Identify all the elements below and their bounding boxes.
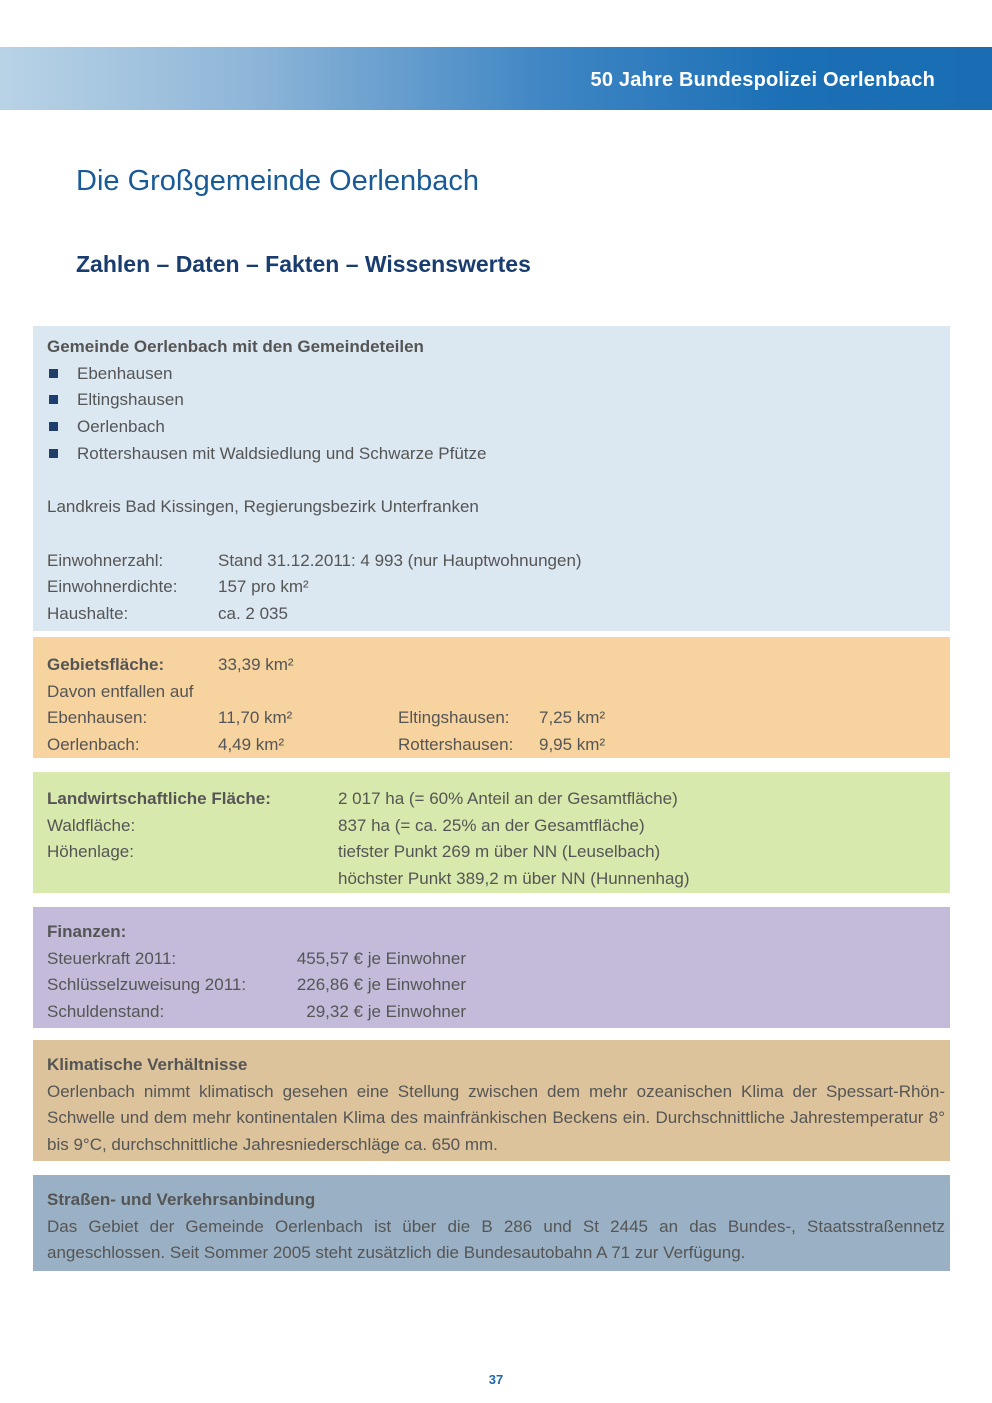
list-item [47,441,945,468]
stat-label: Einwohnerzahl: [47,550,164,570]
land-label [47,866,338,893]
finanzen-value: 455,57 € je Einwohner [296,948,466,968]
list-item [47,361,945,388]
klima-box [33,1040,950,1161]
area-label: Ebenhausen: [47,708,148,728]
area-value: 9,95 km² [539,735,606,755]
area-value: 4,49 km² [218,735,285,755]
flaeche-row [47,732,945,759]
verkehr-box [33,1175,950,1271]
finanzen-heading: Finanzen: [47,922,127,941]
flaeche-total-row [47,652,945,679]
verkehr-heading: Straßen- und Verkehrsanbindung [47,1190,316,1209]
page-subtitle: Zahlen – Daten – Fakten – Wissenswertes [76,251,531,277]
finanzen-label: Schuldenstand: [47,1002,165,1022]
land-row [47,786,945,813]
header-band [0,47,992,110]
land-label: Höhenlage: [47,842,134,862]
finanzen-row [47,972,945,999]
flaeche-box [33,637,950,758]
area-value: 7,25 km² [539,708,606,728]
verkehr-text: Das Gebiet der Gemeinde Oerlenbach ist über die B 286 und St 2445 an das Bundes-, Staatsstraßennetz angeschlossen. Seit Sommer 2005 steht zusätzlich die Bundesautobahn A 71 zur Verfügung. [47,1216,945,1263]
klima-text: Oerlenbach nimmt klimatisch gesehen eine Stellung zwischen dem mehr ozeanischen Klima der Spessart-Rhön-Schwelle und dem mehr kontinentalen Klima des mainfränkischen Beckens ein. Durchschnittliche Jahrestemperatur 8° bis 9°C, durchschnittliche Jahresniederschläge ca. 650 mm. [47,1081,945,1155]
square-bullet-icon [49,449,58,458]
land-box [33,772,950,893]
page-title: Die Großgemeinde Oerlenbach [76,165,479,197]
land-row [47,839,945,866]
gemeinde-box [33,326,950,631]
header-title: 50 Jahre Bundespolizei Oerlenbach [590,69,935,91]
stat-value: Stand 31.12.2011: 4 993 (nur Hauptwohnungen) [218,550,582,570]
list-item-label: Oerlenbach [77,417,165,437]
finanzen-box [33,907,950,1028]
stat-value: ca. 2 035 [218,604,288,623]
area-label: Oerlenbach: [47,735,140,755]
flaeche-value: 33,39 km² [218,655,294,674]
finanzen-label: Steuerkraft 2011: [47,948,177,968]
list-item-label: Rottershausen mit Waldsiedlung und Schwarze Pfütze [77,443,487,463]
land-row [47,813,945,840]
land-value: 2 017 ha (= 60% Anteil an der Gesamtfläche) [338,789,678,808]
finanzen-row [47,946,945,973]
land-label: Waldfläche: [47,815,136,835]
stat-value: 157 pro km² [218,577,309,597]
stat-row [47,548,945,575]
finanzen-label: Schlüsselzuweisung 2011: [47,975,247,995]
finanzen-row [47,999,945,1026]
finanzen-value: 29,32 € je Einwohner [306,1002,466,1022]
finanzen-value: 226,86 € je Einwohner [296,975,466,995]
flaeche-row [47,705,945,732]
stat-row [47,574,945,601]
area-label: Rottershausen: [398,735,514,755]
flaeche-label: Gebietsfläche: [47,655,165,674]
list-item [47,387,945,414]
land-value: tiefster Punkt 269 m über NN (Leuselbach) [338,842,661,862]
square-bullet-icon [49,422,58,431]
flaeche-intro: Davon entfallen auf [47,681,194,701]
gemeinde-heading: Gemeinde Oerlenbach mit den Gemeindeteilen [47,337,424,356]
district-text: Landkreis Bad Kissingen, Regierungsbezirk Unterfranken [47,497,479,517]
land-label: Landwirtschaftliche Fläche: [47,789,271,808]
stat-row [47,601,945,628]
stat-label: Einwohnerdichte: [47,577,178,597]
list-item-label: Ebenhausen [77,363,173,383]
page-number: 37 [488,1372,504,1387]
area-label: Eltingshausen: [398,708,510,728]
list-item [47,414,945,441]
land-value: höchster Punkt 389,2 m über NN (Hunnenhag) [338,869,690,889]
area-value: 11,70 km² [218,708,293,728]
square-bullet-icon [49,369,58,378]
land-row [47,866,945,893]
stat-label: Haushalte: [47,604,129,623]
klima-heading: Klimatische Verhältnisse [47,1055,248,1074]
square-bullet-icon [49,395,58,404]
land-value: 837 ha (= ca. 25% an der Gesamtfläche) [338,815,645,835]
list-item-label: Eltingshausen [77,390,184,410]
